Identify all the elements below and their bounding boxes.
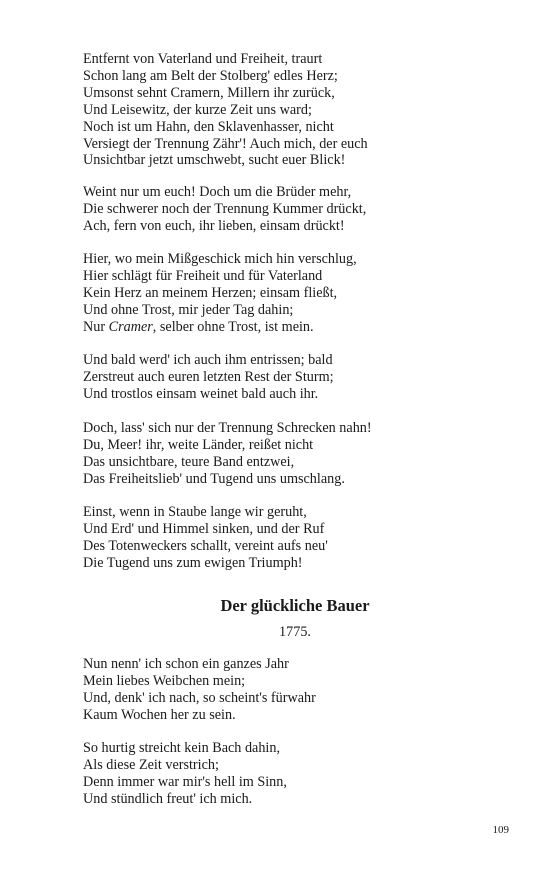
verse-line: Ach, fern von euch, ihr lieben, einsam drückt! — [83, 217, 345, 234]
verse-line: Das unsichtbare, teure Band entzwei, — [83, 453, 295, 470]
verse-line: Entfernt von Vaterland und Freiheit, traurt — [83, 51, 323, 67]
cramer-suffix: , selber ohne Trost, ist mein. — [152, 318, 314, 335]
cramer-name: Cramer — [108, 318, 153, 335]
verse-line: Des Totenweckers schallt, vereint aufs neu' — [83, 537, 328, 554]
poem-1-stanza-1 — [83, 51, 523, 169]
verse-line: Du, Meer! ihr, weite Länder, reißet nicht — [83, 436, 314, 453]
verse-line: Und Leisewitz, der kurze Zeit uns ward; — [83, 101, 312, 118]
poem-1-stanza-3 — [83, 251, 523, 336]
verse-line: Schon lang am Belt der Stolberg' edles Herz; — [83, 67, 338, 84]
poem-1-stanza-5 — [83, 420, 523, 488]
page-number: 109 — [492, 824, 509, 836]
verse-line: Hier schlägt für Freiheit und für Vaterland — [83, 267, 323, 284]
verse-line: Noch ist um Hahn, den Sklavenhasser, nicht — [83, 118, 334, 135]
verse-line: Versiegt der Trennung Zähr'! Auch mich, der euch — [83, 135, 368, 152]
verse-line: Und trostlos einsam weinet bald auch ihr. — [83, 385, 319, 402]
poem-1-stanza-2 — [83, 184, 523, 235]
verse-line: Das Freiheitslieb' und Tugend uns umschlang. — [83, 470, 345, 487]
verse-line: Zerstreut auch euren letzten Rest der Sturm; — [83, 368, 334, 385]
verse-line: Umsonst sehnt Cramern, Millern ihr zurück, — [83, 84, 335, 101]
verse-line: Nun nenn' ich schon ein ganzes Jahr — [83, 656, 289, 672]
verse-line: Weint nur um euch! Doch um die Brüder mehr, — [83, 184, 352, 200]
verse-line: Die schwerer noch der Trennung Kummer drückt, — [83, 200, 367, 217]
verse-line: Und ohne Trost, mir jeder Tag dahin; — [83, 301, 294, 318]
verse-line-cramer — [83, 319, 523, 336]
verse-line: Und Erd' und Himmel sinken, und der Ruf — [83, 520, 325, 537]
verse-line: Als diese Zeit verstrich; — [83, 756, 219, 773]
verse-line: Und bald werd' ich auch ihm entrissen; bald — [83, 352, 333, 368]
verse-line: Kaum Wochen her zu sein. — [83, 706, 236, 723]
poem-year: 1775. — [279, 624, 311, 640]
poem-1-stanza-6 — [83, 504, 523, 572]
verse-line: Unsichtbar jetzt umschwebt, sucht euer Blick! — [83, 152, 346, 169]
poem-title: Der glückliche Bauer — [220, 596, 370, 615]
verse-line: Die Tugend uns zum ewigen Triumph! — [83, 554, 303, 571]
verse-line: Doch, lass' sich nur der Trennung Schrecken nahn! — [83, 420, 372, 436]
verse-line: Hier, wo mein Mißgeschick mich hin verschlug, — [83, 251, 357, 267]
poem-2-stanza-2 — [83, 740, 523, 808]
verse-line: Und, denk' ich nach, so scheint's fürwahr — [83, 689, 316, 706]
verse-line: Kein Herz an meinem Herzen; einsam fließt, — [83, 284, 338, 301]
verse-line: So hurtig streicht kein Bach dahin, — [83, 740, 281, 756]
poem-2-stanza-1 — [83, 656, 523, 724]
verse-line: Und stündlich freut' ich mich. — [83, 790, 253, 807]
verse-line: Mein liebes Weibchen mein; — [83, 672, 246, 689]
cramer-prefix: Nur — [83, 318, 109, 335]
poem-1-stanza-4 — [83, 352, 523, 403]
verse-line: Einst, wenn in Staube lange wir geruht, — [83, 504, 307, 520]
verse-line: Denn immer war mir's hell im Sinn, — [83, 773, 287, 790]
